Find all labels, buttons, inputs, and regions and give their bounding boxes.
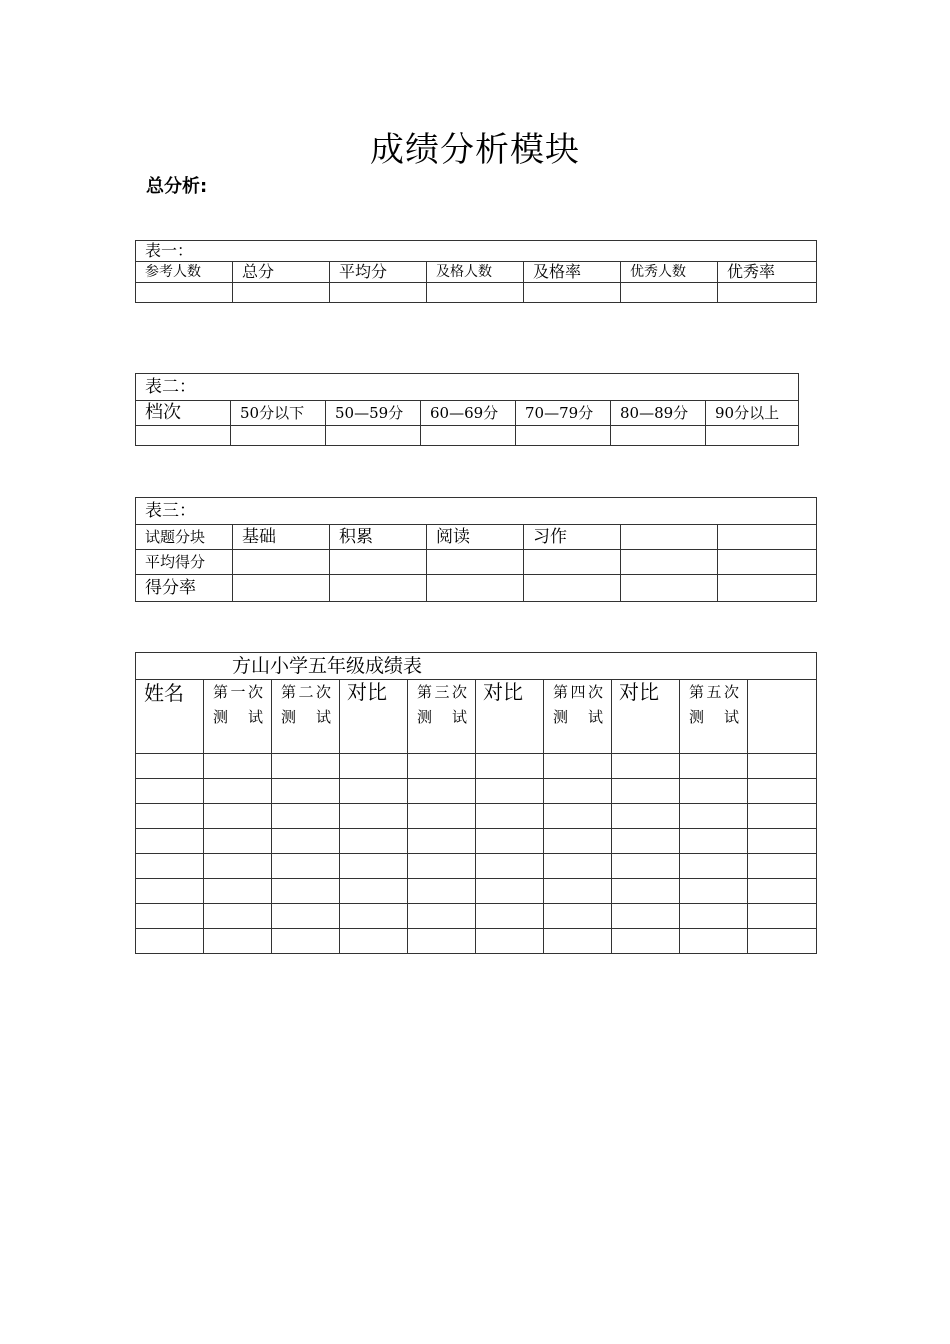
score-cell[interactable] xyxy=(204,804,272,829)
score-cell[interactable] xyxy=(408,779,476,804)
header-cell: 档次 xyxy=(136,401,231,426)
table-three-caption: 表三： xyxy=(136,498,817,525)
value-cell[interactable] xyxy=(233,575,330,602)
score-cell[interactable] xyxy=(204,879,272,904)
score-cell[interactable] xyxy=(544,804,612,829)
score-cell[interactable] xyxy=(408,829,476,854)
score-cell[interactable] xyxy=(272,929,340,954)
score-cell[interactable] xyxy=(476,854,544,879)
header-cell: 积累 xyxy=(330,525,427,550)
score-cell[interactable] xyxy=(408,804,476,829)
table-two-value-row xyxy=(136,426,799,446)
header-cell: 60—69分 xyxy=(421,401,516,426)
student-name-cell[interactable] xyxy=(136,904,204,929)
score-cell[interactable] xyxy=(612,829,680,854)
header-cell: 参考人数 xyxy=(136,262,233,283)
value-cell[interactable] xyxy=(524,575,621,602)
value-cell[interactable] xyxy=(330,283,427,303)
compare-header: 对比 xyxy=(612,680,680,754)
table-row xyxy=(136,879,817,904)
score-cell[interactable] xyxy=(748,829,817,854)
table-one-value-row xyxy=(136,283,817,303)
score-cell[interactable] xyxy=(680,779,748,804)
value-cell[interactable] xyxy=(427,550,524,575)
table-row xyxy=(136,804,817,829)
score-cell[interactable] xyxy=(680,804,748,829)
table-row xyxy=(136,754,817,779)
score-cell[interactable] xyxy=(408,929,476,954)
value-cell[interactable] xyxy=(621,575,718,602)
test-header-label: 第一次测试 xyxy=(213,683,263,726)
value-cell[interactable] xyxy=(330,575,427,602)
page-title: 成绩分析模块 xyxy=(370,130,580,170)
score-cell[interactable] xyxy=(680,854,748,879)
score-cell[interactable] xyxy=(680,879,748,904)
test-header xyxy=(204,680,272,754)
value-cell[interactable] xyxy=(524,283,621,303)
grade-table-header-row xyxy=(136,680,817,754)
score-cell[interactable] xyxy=(748,804,817,829)
header-cell: 80—89分 xyxy=(611,401,706,426)
table-row xyxy=(136,929,817,954)
row-label: 得分率 xyxy=(136,575,233,602)
score-cell[interactable] xyxy=(408,879,476,904)
score-cell[interactable] xyxy=(272,804,340,829)
student-name-cell[interactable] xyxy=(136,829,204,854)
score-cell[interactable] xyxy=(340,779,408,804)
header-cell: 及格率 xyxy=(524,262,621,283)
header-cell: 基础 xyxy=(233,525,330,550)
value-cell[interactable] xyxy=(718,550,817,575)
value-cell[interactable] xyxy=(706,426,799,446)
table-one xyxy=(135,240,817,303)
score-cell[interactable] xyxy=(544,779,612,804)
score-cell[interactable] xyxy=(748,779,817,804)
value-cell[interactable] xyxy=(718,575,817,602)
value-cell[interactable] xyxy=(421,426,516,446)
score-cell[interactable] xyxy=(612,879,680,904)
grade-table-body xyxy=(136,754,817,954)
grade-table xyxy=(135,652,817,954)
header-cell: 试题分块 xyxy=(136,525,233,550)
score-cell[interactable] xyxy=(680,904,748,929)
table-row xyxy=(136,904,817,929)
score-cell[interactable] xyxy=(544,929,612,954)
test-header-label: 第五次测试 xyxy=(689,683,739,726)
table-row xyxy=(136,575,817,602)
table-one-caption: 表一： xyxy=(136,241,817,262)
header-cell xyxy=(621,525,718,550)
value-cell[interactable] xyxy=(621,283,718,303)
value-cell[interactable] xyxy=(621,550,718,575)
table-two-caption: 表二： xyxy=(136,374,799,401)
value-cell[interactable] xyxy=(136,283,233,303)
table-one-header-row xyxy=(136,262,817,283)
header-cell: 习作 xyxy=(524,525,621,550)
score-cell[interactable] xyxy=(204,754,272,779)
header-cell: 50分以下 xyxy=(231,401,326,426)
student-name-cell[interactable] xyxy=(136,929,204,954)
value-cell[interactable] xyxy=(233,283,330,303)
score-cell[interactable] xyxy=(204,854,272,879)
score-cell[interactable] xyxy=(272,854,340,879)
table-row xyxy=(136,854,817,879)
value-cell[interactable] xyxy=(516,426,611,446)
score-cell[interactable] xyxy=(612,904,680,929)
score-cell[interactable] xyxy=(340,904,408,929)
name-header: 姓名 xyxy=(136,680,204,754)
score-cell[interactable] xyxy=(612,854,680,879)
header-cell: 70—79分 xyxy=(516,401,611,426)
table-two-header-row xyxy=(136,401,799,426)
row-label: 平均得分 xyxy=(136,550,233,575)
compare-header: 对比 xyxy=(476,680,544,754)
test-header-label: 第三次测试 xyxy=(417,683,467,726)
score-cell[interactable] xyxy=(476,879,544,904)
value-cell[interactable] xyxy=(326,426,421,446)
test-header xyxy=(544,680,612,754)
header-cell: 总分 xyxy=(233,262,330,283)
value-cell[interactable] xyxy=(233,550,330,575)
table-two xyxy=(135,373,799,446)
header-cell: 90分以上 xyxy=(706,401,799,426)
score-cell[interactable] xyxy=(476,904,544,929)
header-cell: 及格人数 xyxy=(427,262,524,283)
score-cell[interactable] xyxy=(680,754,748,779)
value-cell[interactable] xyxy=(330,550,427,575)
value-cell[interactable] xyxy=(427,575,524,602)
score-cell[interactable] xyxy=(544,879,612,904)
value-cell[interactable] xyxy=(231,426,326,446)
table-three xyxy=(135,497,817,602)
header-cell: 优秀人数 xyxy=(621,262,718,283)
test-header-label: 第四次测试 xyxy=(553,683,603,726)
header-cell: 优秀率 xyxy=(718,262,817,283)
score-cell[interactable] xyxy=(340,754,408,779)
score-cell[interactable] xyxy=(272,879,340,904)
student-name-cell[interactable] xyxy=(136,879,204,904)
score-cell[interactable] xyxy=(476,829,544,854)
score-cell[interactable] xyxy=(544,854,612,879)
table-row xyxy=(136,550,817,575)
value-cell[interactable] xyxy=(718,283,817,303)
table-row xyxy=(136,829,817,854)
score-cell[interactable] xyxy=(476,754,544,779)
score-cell[interactable] xyxy=(748,879,817,904)
score-cell[interactable] xyxy=(272,779,340,804)
score-cell[interactable] xyxy=(340,929,408,954)
value-cell[interactable] xyxy=(427,283,524,303)
test-header xyxy=(680,680,748,754)
score-cell[interactable] xyxy=(612,929,680,954)
score-cell[interactable] xyxy=(272,904,340,929)
score-cell[interactable] xyxy=(748,929,817,954)
student-name-cell[interactable] xyxy=(136,754,204,779)
score-cell[interactable] xyxy=(408,854,476,879)
score-cell[interactable] xyxy=(476,779,544,804)
score-cell[interactable] xyxy=(476,929,544,954)
header-cell: 平均分 xyxy=(330,262,427,283)
section-label: 总分析: xyxy=(146,176,208,197)
score-cell[interactable] xyxy=(340,829,408,854)
table-row xyxy=(136,779,817,804)
score-cell[interactable] xyxy=(204,929,272,954)
student-name-cell[interactable] xyxy=(136,854,204,879)
score-cell[interactable] xyxy=(204,904,272,929)
compare-header: 对比 xyxy=(340,680,408,754)
header-cell: 50—59分 xyxy=(326,401,421,426)
score-cell[interactable] xyxy=(612,804,680,829)
score-cell[interactable] xyxy=(204,779,272,804)
score-cell[interactable] xyxy=(544,754,612,779)
score-cell[interactable] xyxy=(204,829,272,854)
score-cell[interactable] xyxy=(476,804,544,829)
test-header-label: 第二次测试 xyxy=(281,683,331,726)
score-cell[interactable] xyxy=(680,829,748,854)
score-cell[interactable] xyxy=(340,879,408,904)
value-cell[interactable] xyxy=(524,550,621,575)
score-cell[interactable] xyxy=(544,829,612,854)
student-name-cell[interactable] xyxy=(136,779,204,804)
header-cell xyxy=(748,680,817,754)
score-cell[interactable] xyxy=(612,754,680,779)
value-cell[interactable] xyxy=(611,426,706,446)
score-cell[interactable] xyxy=(748,754,817,779)
score-cell[interactable] xyxy=(680,929,748,954)
score-cell[interactable] xyxy=(748,854,817,879)
grade-table-caption: 方山小学五年级成绩表 xyxy=(136,653,817,680)
header-cell xyxy=(718,525,817,550)
student-name-cell[interactable] xyxy=(136,804,204,829)
table-three-header-row xyxy=(136,525,817,550)
score-cell[interactable] xyxy=(408,904,476,929)
header-cell: 阅读 xyxy=(427,525,524,550)
test-header xyxy=(408,680,476,754)
score-cell[interactable] xyxy=(408,754,476,779)
score-cell[interactable] xyxy=(340,854,408,879)
score-cell[interactable] xyxy=(544,904,612,929)
score-cell[interactable] xyxy=(272,754,340,779)
score-cell[interactable] xyxy=(612,779,680,804)
score-cell[interactable] xyxy=(748,904,817,929)
test-header xyxy=(272,680,340,754)
score-cell[interactable] xyxy=(340,804,408,829)
score-cell[interactable] xyxy=(272,829,340,854)
value-cell[interactable] xyxy=(136,426,231,446)
